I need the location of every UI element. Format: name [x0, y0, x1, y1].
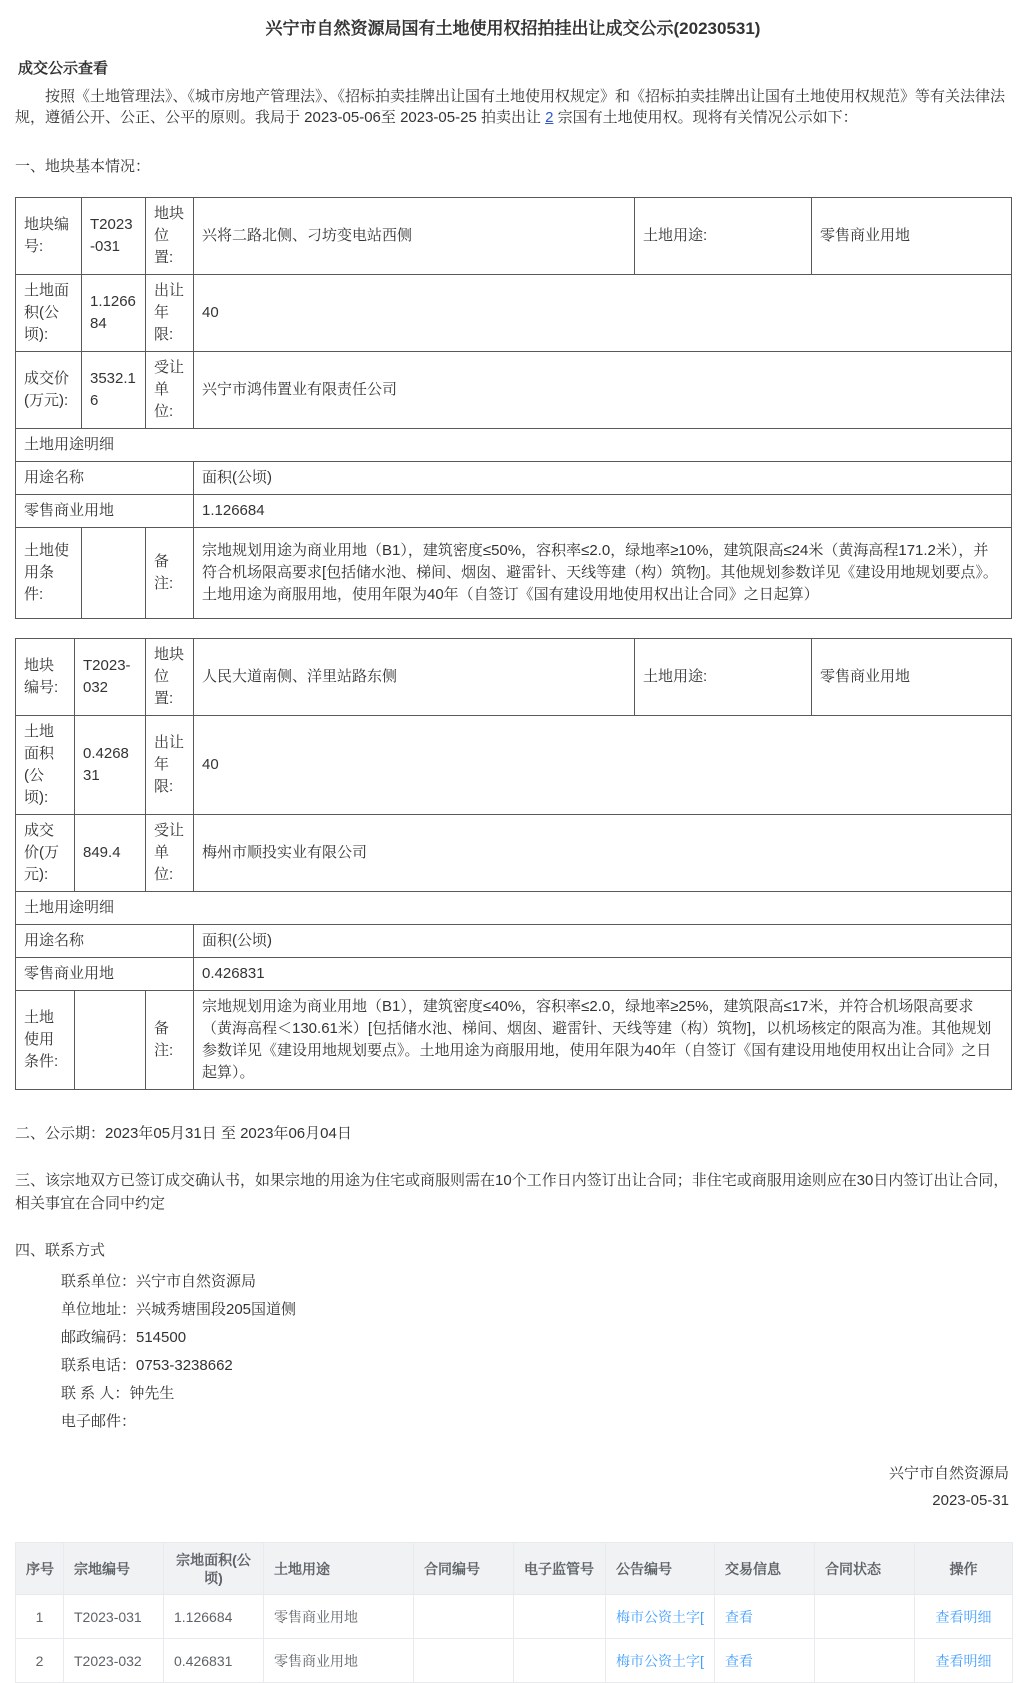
parcel2-term-value: 40 — [194, 716, 1012, 815]
parcel1-area-label: 土地面积(公顷): — [16, 275, 82, 352]
section1-heading: 一、地块基本情况： — [15, 158, 151, 175]
parcel2-buyer-value: 梅州市顺投实业有限公司 — [194, 815, 1012, 892]
parcel2-usename-value: 零售商业用地 — [16, 958, 194, 991]
cell-no: 1 — [16, 1595, 64, 1639]
parcel1-empty-cell — [82, 528, 146, 619]
header-no: 序号 — [16, 1543, 64, 1595]
notice-number-link[interactable]: 梅市公资土字[ — [616, 1608, 704, 1625]
table-row — [16, 639, 1012, 716]
table-row — [16, 716, 1012, 815]
parcel1-usename-header: 用途名称 — [16, 462, 194, 495]
parcel2-usename-header: 用途名称 — [16, 925, 194, 958]
parcel2-condition-label: 土地使用条件: — [16, 991, 75, 1090]
intro-text-after: 宗国有土地使用权。现将有关情况公示如下： — [553, 109, 858, 126]
parcel1-term-value: 40 — [194, 275, 1012, 352]
parcel1-note-label: 备注: — [146, 528, 194, 619]
header-contract-status: 合同状态 — [815, 1543, 915, 1595]
signature-org: 兴宁市自然资源局 — [888, 1465, 1009, 1482]
parcel1-usearea-header: 面积(公顷) — [194, 462, 1012, 495]
signature-block — [15, 1460, 1011, 1514]
table-row — [16, 429, 1012, 462]
header-action: 操作 — [915, 1543, 1013, 1595]
parcel2-landuse-value: 零售商业用地 — [812, 639, 1012, 716]
cell-supervision-no — [514, 1639, 606, 1683]
intro-text-before: 按照《土地管理法》、《城市房地产管理法》、《招标拍卖挂牌出让国有土地使用权规定》和《招标拍卖挂牌出让国有土地使用权规范》等有关法律法规，遵循公开、公正、公平的原则。我局于 2023-05-06至 2023-05-25 拍卖出让 — [15, 88, 1006, 126]
parcel2-area-label: 土地面积(公顷): — [16, 716, 75, 815]
table-row — [16, 892, 1012, 925]
header-parcel-area: 宗地面积(公顷) — [164, 1543, 264, 1595]
trade-info-view-link[interactable]: 查看 — [725, 1608, 753, 1625]
table-row — [16, 958, 1012, 991]
parcel1-price-value: 3532.16 — [82, 352, 146, 429]
contact-address: 单位地址：兴城秀塘围段205国道侧 — [61, 1301, 297, 1318]
cell-contract-status — [815, 1595, 915, 1639]
cell-no: 2 — [16, 1639, 64, 1683]
parcel2-usearea-header: 面积(公顷) — [194, 925, 1012, 958]
notice-number-link[interactable]: 梅市公资土字[ — [616, 1652, 704, 1669]
parcel1-price-label: 成交价(万元): — [16, 352, 82, 429]
cell-parcel-code: T2023-032 — [64, 1639, 164, 1683]
header-supervision-no: 电子监管号 — [514, 1543, 606, 1595]
parcel2-term-label: 出让年限: — [146, 716, 194, 815]
parcel1-note-value: 宗地规划用途为商业用地（B1），建筑密度≤50%，容积率≤2.0，绿地率≥10%，建筑限高≤24米（黄海高程171.2米），并符合机场限高要求[包括储水池、梯间、烟囱、避雷针、天线等建（构）筑物]。其他规划参数详见《建设用地规划要点》。土地用途为商服用地，使用年限为40年（自签订《国有建设用地使用权出让合同》之日起算） — [194, 528, 1012, 619]
parcel1-detail-heading: 土地用途明细 — [16, 429, 1012, 462]
parcel2-price-value: 849.4 — [75, 815, 146, 892]
parcel2-code-label: 地块编号: — [16, 639, 75, 716]
parcel1-code-label: 地块编号: — [16, 198, 82, 275]
parcel2-code-value: T2023-032 — [75, 639, 146, 716]
intro-paragraph — [15, 86, 1011, 128]
parcel1-landuse-label: 土地用途: — [635, 198, 812, 275]
parcel2-note-value: 宗地规划用途为商业用地（B1），建筑密度≤40%，容积率≤2.0，绿地率≥25%，建筑限高≤17米，并符合机场限高要求（黄海高程＜130.61米）[包括储水池、梯间、烟囱、避雷针、天线等建（构）筑物]，以机场核定的限高为准。其他规划参数详见《建设用地规划要点》。土地用途为商服用地，使用年限为40年（自签订《国有建设用地使用权出让合同》之日起算）。 — [194, 991, 1012, 1090]
parcel2-area-value: 0.426831 — [75, 716, 146, 815]
view-heading: 成交公示查看 — [18, 60, 109, 77]
header-parcel-code: 宗地编号 — [64, 1543, 164, 1595]
parcel1-buyer-label: 受让单位: — [146, 352, 194, 429]
table-row — [16, 462, 1012, 495]
section4-contact-heading: 四、联系方式 — [15, 1242, 106, 1259]
cell-supervision-no — [514, 1595, 606, 1639]
parcel1-code-value: T2023-031 — [82, 198, 146, 275]
cell-land-use: 零售商业用地 — [264, 1639, 414, 1683]
parcel2-buyer-label: 受让单位: — [146, 815, 194, 892]
parcel2-landuse-label: 土地用途: — [635, 639, 812, 716]
cell-contract-no — [414, 1639, 514, 1683]
header-land-use: 土地用途 — [264, 1543, 414, 1595]
contact-unit: 联系单位：兴宁市自然资源局 — [61, 1273, 257, 1290]
section2-publicity-period: 二、公示期：2023年05月31日 至 2023年06月04日 — [15, 1125, 352, 1142]
cell-parcel-code: T2023-031 — [64, 1595, 164, 1639]
view-detail-link[interactable]: 查看明细 — [935, 1652, 992, 1669]
summary-table — [15, 1542, 1013, 1683]
view-detail-link[interactable]: 查看明细 — [935, 1608, 992, 1625]
cell-contract-status — [815, 1639, 915, 1683]
table-row — [16, 1595, 1013, 1639]
parcel1-usearea-value: 1.126684 — [194, 495, 1012, 528]
contact-postcode: 邮政编码：514500 — [61, 1329, 187, 1346]
header-notice-no: 公告编号 — [606, 1543, 715, 1595]
parcel2-location-label: 地块位置: — [146, 639, 194, 716]
table-row — [16, 991, 1012, 1090]
cell-contract-no — [414, 1595, 514, 1639]
table-row — [16, 275, 1012, 352]
parcel1-term-label: 出让年限: — [146, 275, 194, 352]
cell-parcel-area: 1.126684 — [164, 1595, 264, 1639]
parcel2-note-label: 备注: — [146, 991, 194, 1090]
parcel1-usename-value: 零售商业用地 — [16, 495, 194, 528]
parcel2-empty-cell — [75, 991, 146, 1090]
parcel-table-2 — [15, 638, 1012, 1090]
section3-contract-terms: 三、该宗地双方已签订成交确认书，如果宗地的用途为住宅或商服则需在10个工作日内签订出让合同；非住宅或商服用途则应在30日内签订出让合同，相关事宜在合同中约定 — [15, 1172, 1009, 1212]
parcel1-location-value: 兴将二路北侧、刁坊变电站西侧 — [194, 198, 635, 275]
contact-person: 联 系 人：钟先生 — [61, 1385, 175, 1402]
parcel1-buyer-value: 兴宁市鸿伟置业有限责任公司 — [194, 352, 1012, 429]
cell-land-use: 零售商业用地 — [264, 1595, 414, 1639]
parcel1-condition-label: 土地使用条件: — [16, 528, 82, 619]
header-contract-no: 合同编号 — [414, 1543, 514, 1595]
contact-email: 电子邮件： — [61, 1413, 137, 1430]
table-row — [16, 815, 1012, 892]
table-row — [16, 198, 1012, 275]
table-row — [16, 925, 1012, 958]
trade-info-view-link[interactable]: 查看 — [725, 1652, 753, 1669]
summary-header-row — [16, 1543, 1013, 1595]
parcel1-location-label: 地块位置: — [146, 198, 194, 275]
parcel-count-link[interactable]: 2 — [545, 109, 554, 126]
parcel2-usearea-value: 0.426831 — [194, 958, 1012, 991]
cell-parcel-area: 0.426831 — [164, 1639, 264, 1683]
table-row — [16, 352, 1012, 429]
parcel1-area-value: 1.126684 — [82, 275, 146, 352]
contact-block — [61, 1268, 1011, 1436]
parcel2-location-value: 人民大道南侧、洋里站路东侧 — [194, 639, 635, 716]
parcel-table-1 — [15, 197, 1012, 619]
table-row — [16, 1639, 1013, 1683]
table-row — [16, 528, 1012, 619]
page-title: 兴宁市自然资源局国有土地使用权招拍挂出让成交公示(20230531) — [265, 19, 761, 38]
parcel2-price-label: 成交价(万元): — [16, 815, 75, 892]
contact-phone: 联系电话：0753-3238662 — [61, 1357, 233, 1374]
parcel2-detail-heading: 土地用途明细 — [16, 892, 1012, 925]
table-row — [16, 495, 1012, 528]
parcel1-landuse-value: 零售商业用地 — [812, 198, 1012, 275]
header-trade-info: 交易信息 — [715, 1543, 815, 1595]
signature-date: 2023-05-31 — [932, 1492, 1009, 1509]
